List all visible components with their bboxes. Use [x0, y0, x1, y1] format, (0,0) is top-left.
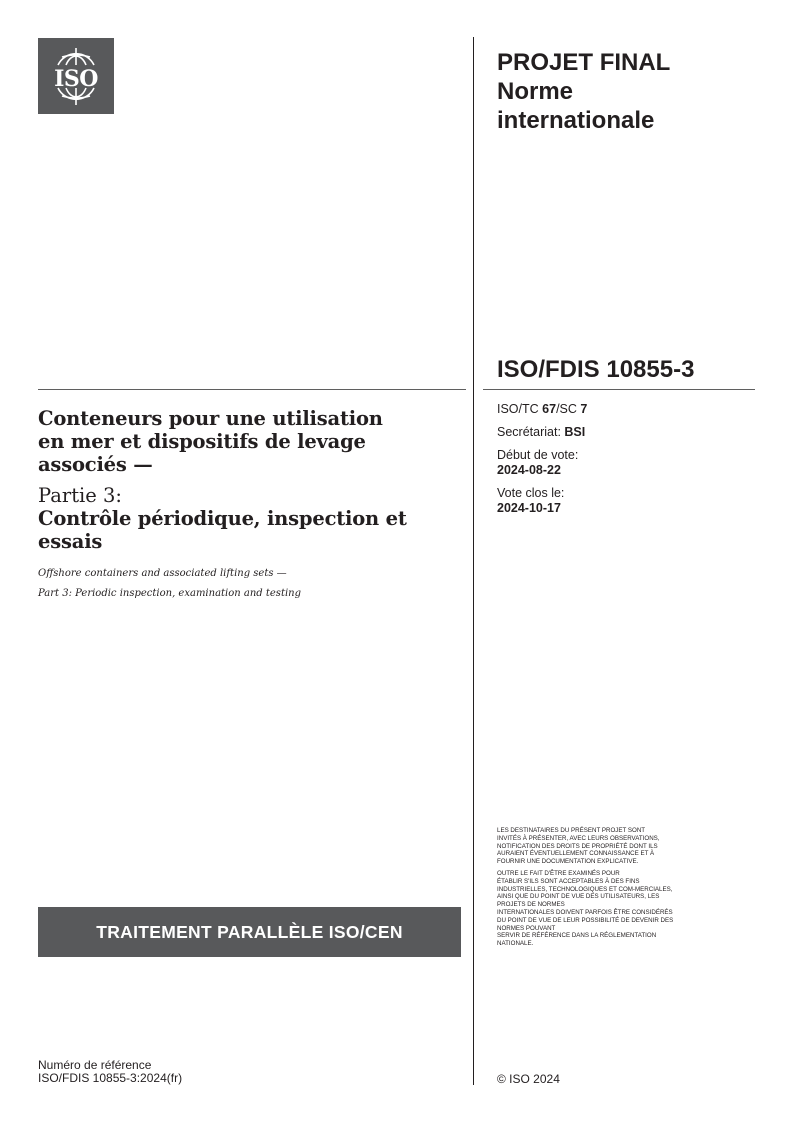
- disclaimer-line: INDUSTRIELLES, TECHNOLOGIQUES ET COM-MERCIALES,: [497, 885, 673, 893]
- vote-end-date: 2024-10-17: [497, 501, 561, 515]
- document-stage: [497, 48, 670, 135]
- vote-start-date: 2024-08-22: [497, 463, 561, 477]
- reference-label: Numéro de référence: [38, 1058, 152, 1072]
- document-type-line1: Norme: [497, 78, 574, 105]
- main-title-line: Conteneurs pour une utilisation: [38, 407, 383, 430]
- document-title-block: [38, 407, 438, 607]
- horizontal-rule-left: [38, 389, 466, 390]
- document-type-line2: internationale: [497, 107, 655, 134]
- vote-end-info: [497, 486, 587, 516]
- disclaimer-line: DU POINT DE VUE DE LEUR POSSIBILITÉ DE DEVENIR DES: [497, 916, 674, 924]
- disclaimer-line: FOURNIR UNE DOCUMENTATION EXPLICATIVE.: [497, 858, 639, 866]
- secretariat-label: Secrétariat:: [497, 425, 565, 439]
- sc-number: 7: [580, 402, 588, 416]
- disclaimer-line: OUTRE LE FAIT D'ÊTRE EXAMINÉS POUR: [497, 869, 620, 877]
- part-title: [38, 507, 438, 553]
- part-label: Partie 3:: [38, 484, 122, 507]
- disclaimer-line: LES DESTINATAIRES DU PRÉSENT PROJET SONT: [497, 827, 646, 834]
- part-title-line: Contrôle périodique, inspection et: [38, 507, 407, 530]
- document-meta: [497, 402, 587, 524]
- iso-logo: [38, 38, 114, 114]
- disclaimer-line: AURAIENT ÉVENTUELLEMENT CONNAISSANCE ET À: [497, 850, 655, 858]
- reference-value: ISO/FDIS 10855-3:2024(fr): [38, 1071, 183, 1085]
- iso-globe-logo-icon: [38, 38, 114, 114]
- disclaimer-line: NATIONALE.: [497, 940, 534, 948]
- document-number: ISO/FDIS 10855-3: [497, 356, 695, 383]
- vertical-divider: [473, 37, 474, 1085]
- vote-start-info: [497, 448, 587, 478]
- disclaimer-paragraph-2: [497, 870, 767, 948]
- disclaimer-line: ÉTABLIR S'ILS SONT ACCEPTABLES À DES FINS: [497, 877, 640, 885]
- english-title-line2: Part 3: Periodic inspection, examination and testing: [38, 588, 301, 599]
- sc-prefix: /SC: [556, 402, 581, 416]
- main-title-line: associés —: [38, 453, 153, 476]
- horizontal-rule-right: [483, 389, 755, 390]
- disclaimer-line: PROJETS DE NORMES: [497, 901, 565, 909]
- part-title-line: essais: [38, 530, 103, 553]
- disclaimer-paragraph-1: [497, 827, 767, 866]
- disclaimer-line: AINSI QUE DU POINT DE VUE DES UTILISATEURS, LES: [497, 893, 660, 901]
- parallel-processing-banner: [38, 907, 461, 957]
- disclaimer-notice: [497, 827, 767, 952]
- vote-end-label: Vote clos le:: [497, 486, 565, 500]
- tc-number: 67: [542, 402, 557, 416]
- vote-start-label: Début de vote:: [497, 448, 579, 462]
- svg-text:ISO: ISO: [54, 66, 98, 92]
- disclaimer-line: INTERNATIONALES DOIVENT PARFOIS ÊTRE CONSIDÉRÉS: [497, 908, 673, 916]
- english-title-line1: Offshore containers and associated lifting sets —: [38, 568, 287, 579]
- committee-prefix: ISO/TC: [497, 402, 543, 416]
- secretariat-value: BSI: [564, 425, 586, 439]
- disclaimer-line: NORMES POUVANT: [497, 924, 556, 932]
- disclaimer-line: SERVIR DE RÉFÉRENCE DANS LA RÉGLEMENTATION: [497, 932, 657, 940]
- stage-label: PROJET FINAL: [497, 49, 671, 76]
- reference-number: [38, 1059, 182, 1085]
- committee-info: [497, 402, 587, 417]
- disclaimer-line: NOTIFICATION DES DROITS DE PROPRIÉTÉ DONT ILS: [497, 842, 658, 850]
- main-title-line: en mer et dispositifs de levage: [38, 430, 366, 453]
- disclaimer-line: INVITÉS À PRÉSENTER, AVEC LEURS OBSERVATIONS,: [497, 834, 660, 842]
- main-title: [38, 407, 438, 476]
- english-title: [38, 567, 438, 601]
- secretariat-info: [497, 425, 587, 440]
- banner-label: TRAITEMENT PARALLÈLE ISO/CEN: [96, 921, 403, 942]
- copyright-notice: © ISO 2024: [497, 1072, 560, 1086]
